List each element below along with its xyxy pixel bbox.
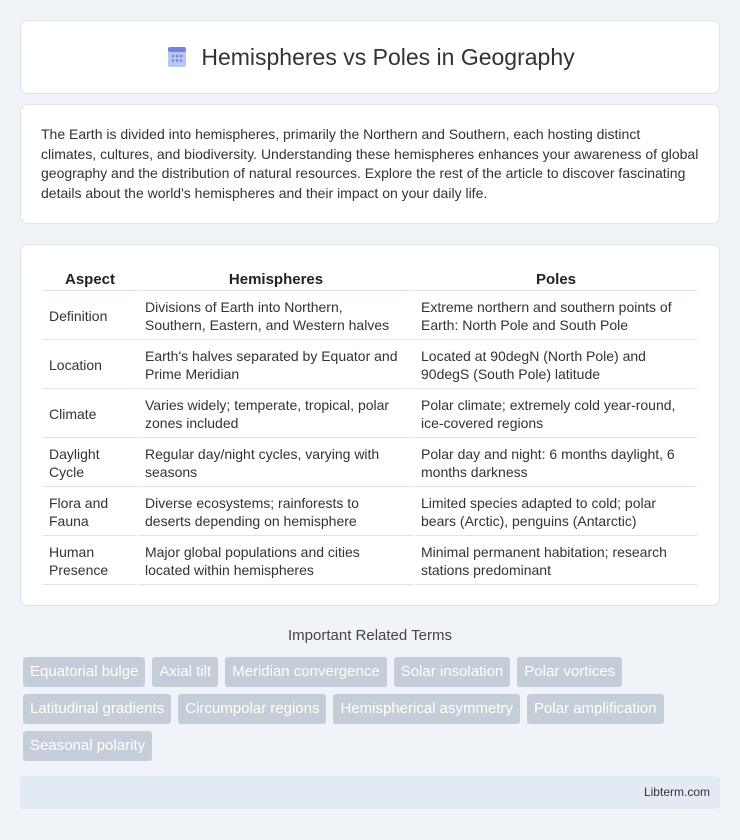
related-term-tag[interactable]: Seasonal polarity [23, 731, 152, 761]
aspect-cell: Climate [43, 391, 137, 438]
table-row [43, 293, 697, 340]
column-header: Poles [415, 267, 697, 291]
document-icon [165, 45, 189, 69]
poles-cell: Limited species adapted to cold; polar bears (Arctic), penguins (Antarctic) [415, 489, 697, 536]
footer-site-link[interactable]: Libterm.com [643, 785, 710, 799]
aspect-cell: Flora and Fauna [43, 489, 137, 536]
related-term-tag[interactable]: Circumpolar regions [178, 694, 326, 724]
column-header: Hemispheres [139, 267, 413, 291]
page-title: Hemispheres vs Poles in Geography [201, 43, 575, 70]
header-card [20, 20, 720, 94]
comparison-table [41, 265, 699, 587]
aspect-cell: Location [43, 342, 137, 389]
related-term-tag[interactable]: Latitudinal gradients [23, 694, 171, 724]
column-header: Aspect [43, 267, 137, 291]
hemispheres-cell: Varies widely; temperate, tropical, polar zones included [139, 391, 413, 438]
related-term-tag[interactable]: Axial tilt [152, 657, 218, 687]
related-term-tag[interactable]: Polar vortices [517, 657, 622, 687]
hemispheres-cell: Earth's halves separated by Equator and Prime Meridian [139, 342, 413, 389]
related-term-tag[interactable]: Equatorial bulge [23, 657, 145, 687]
related-terms-list [23, 657, 723, 761]
related-term-tag[interactable]: Solar insolation [394, 657, 511, 687]
footer [20, 776, 720, 809]
poles-cell: Polar climate; extremely cold year-round, ice-covered regions [415, 391, 697, 438]
hemispheres-cell: Divisions of Earth into Northern, Southern, Eastern, and Western halves [139, 293, 413, 340]
poles-cell: Located at 90degN (North Pole) and 90degS (South Pole) latitude [415, 342, 697, 389]
table-header-row [43, 267, 697, 291]
aspect-cell: Definition [43, 293, 137, 340]
poles-cell: Extreme northern and southern points of Earth: North Pole and South Pole [415, 293, 697, 340]
poles-cell: Minimal permanent habitation; research stations predominant [415, 538, 697, 585]
table-row [43, 440, 697, 487]
hemispheres-cell: Diverse ecosystems; rainforests to deserts depending on hemisphere [139, 489, 413, 536]
aspect-cell: Human Presence [43, 538, 137, 585]
related-term-tag[interactable]: Polar amplification [527, 694, 664, 724]
hemispheres-cell: Major global populations and cities located within hemispheres [139, 538, 413, 585]
poles-cell: Polar day and night: 6 months daylight, 6 months darkness [415, 440, 697, 487]
table-row [43, 391, 697, 438]
related-term-tag[interactable]: Meridian convergence [225, 657, 387, 687]
related-term-tag[interactable]: Hemispherical asymmetry [333, 694, 520, 724]
related-terms-title: Important Related Terms [288, 627, 452, 644]
intro-text: The Earth is divided into hemispheres, primarily the Northern and Southern, each hosting distinct climates, cultures, and biodiversity. Understanding these hemispheres enhances your awareness of global geography and the distribution of natural resources. Explore the rest of the article to discover fascinating details about the world's hemispheres and their impact on your daily life. [41, 126, 699, 201]
aspect-cell: Daylight Cycle [43, 440, 137, 487]
table-row [43, 489, 697, 536]
comparison-card [20, 244, 720, 606]
table-row [43, 342, 697, 389]
intro-card [20, 104, 720, 224]
hemispheres-cell: Regular day/night cycles, varying with seasons [139, 440, 413, 487]
table-row [43, 538, 697, 585]
